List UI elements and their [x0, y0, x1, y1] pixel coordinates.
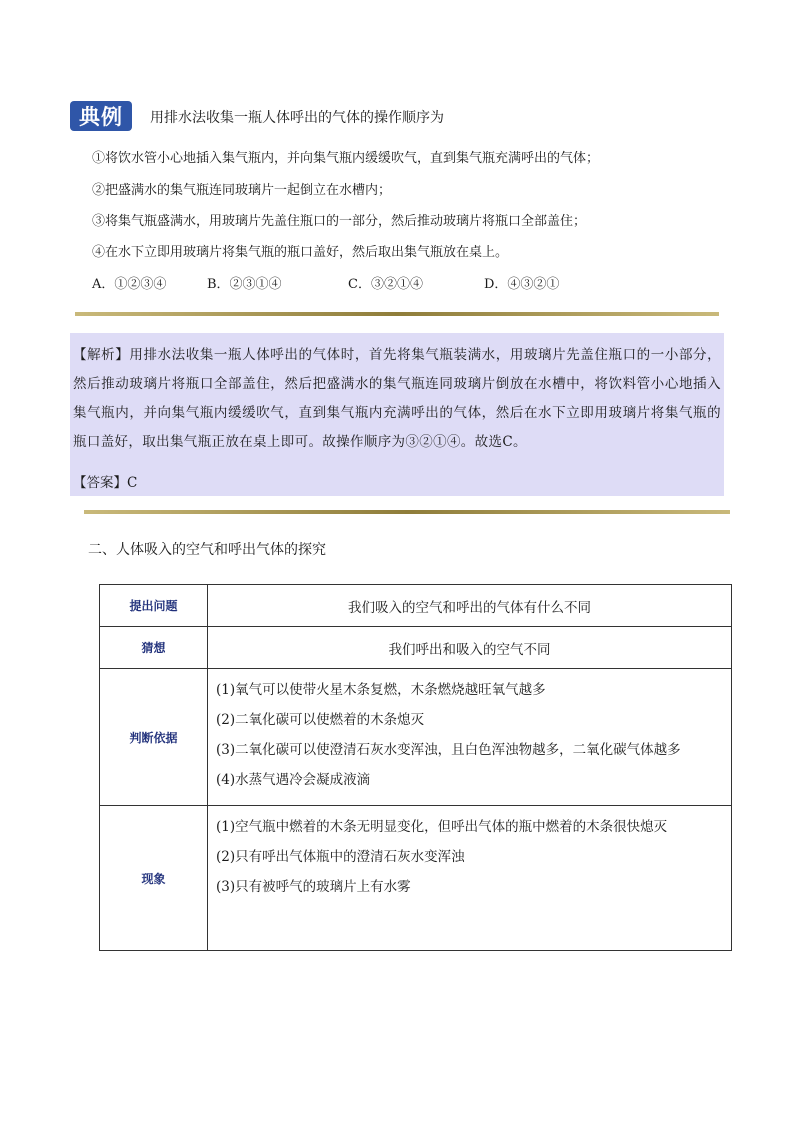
section-title: 二、人体吸入的空气和呼出气体的探究 — [88, 542, 326, 558]
inquiry-table — [99, 584, 732, 951]
answer-options — [92, 273, 692, 292]
basis-item: (3)二氧化碳可以使澄清石灰水变浑浊，且白色浑浊物越多，二氧化碳气体越多 — [216, 742, 681, 758]
phenomenon-list — [208, 806, 732, 951]
answer-text: 【答案】C — [73, 475, 138, 491]
basis-item: (1)氧气可以使带火星木条复燃，木条燃烧越旺氧气越多 — [216, 682, 546, 698]
step-2: ②把盛满水的集气瓶连同玻璃片一起倒立在水槽内； — [92, 183, 392, 198]
option-d: D．④③②① — [484, 277, 560, 292]
analysis-text: 【解析】用排水法收集一瓶人体呼出的气体时，首先将集气瓶装满水，用玻璃片先盖住瓶口的一小部分，然后推动玻璃片将瓶口全部盖住，然后把盛满水的集气瓶连同玻璃片倒放在水槽中，将饮料管小心地插入集气瓶内，并向集气瓶内缓缓吹气，直到集气瓶内充满呼出的气体，然后在水下立即用玻璃片将集气瓶的瓶口盖好，取出集气瓶正放在桌上即可。故操作顺序为③②①④。故选C。 — [73, 347, 721, 450]
table-row — [100, 627, 732, 669]
question-value: 我们吸入的空气和呼出的气体有什么不同 — [208, 585, 732, 627]
phenomenon-label: 现象 — [100, 806, 208, 951]
question-label: 提出问题 — [100, 585, 208, 627]
phenomenon-item: (2)只有呼出气体瓶中的澄清石灰水变浑浊 — [216, 849, 465, 865]
table-row — [100, 669, 732, 806]
option-c: C．③②①④ — [348, 277, 423, 292]
option-b: B．②③①④ — [207, 277, 282, 292]
phenomenon-item: (3)只有被呼气的玻璃片上有水雾 — [216, 879, 411, 895]
option-a: A．①②③④ — [92, 277, 167, 292]
phenomenon-item: (1)空气瓶中燃着的木条无明显变化，但呼出气体的瓶中燃着的木条很快熄灭 — [216, 819, 668, 835]
step-4: ④在水下立即用玻璃片将集气瓶的瓶口盖好，然后取出集气瓶放在桌上。 — [92, 245, 509, 260]
basis-list — [208, 669, 732, 806]
example-badge: 典例 — [70, 101, 132, 131]
step-1: ①将饮水管小心地插入集气瓶内，并向集气瓶内缓缓吹气，直到集气瓶充满呼出的气体； — [92, 151, 600, 166]
step-3: ③将集气瓶盛满水，用玻璃片先盖住瓶口的一部分，然后推动玻璃片将瓶口全部盖住； — [92, 214, 587, 229]
divider-bottom — [84, 510, 730, 514]
question-title: 用排水法收集一瓶人体呼出的气体的操作顺序为 — [150, 110, 444, 126]
analysis-box — [70, 333, 724, 496]
divider-top — [75, 312, 719, 316]
guess-value: 我们呼出和吸入的空气不同 — [208, 627, 732, 669]
basis-item: (4)水蒸气遇冷会凝成液滴 — [216, 772, 371, 788]
table-row — [100, 585, 732, 627]
basis-item: (2)二氧化碳可以使燃着的木条熄灭 — [216, 712, 425, 728]
basis-label: 判断依据 — [100, 669, 208, 806]
table-row — [100, 806, 732, 951]
guess-label: 猜想 — [100, 627, 208, 669]
